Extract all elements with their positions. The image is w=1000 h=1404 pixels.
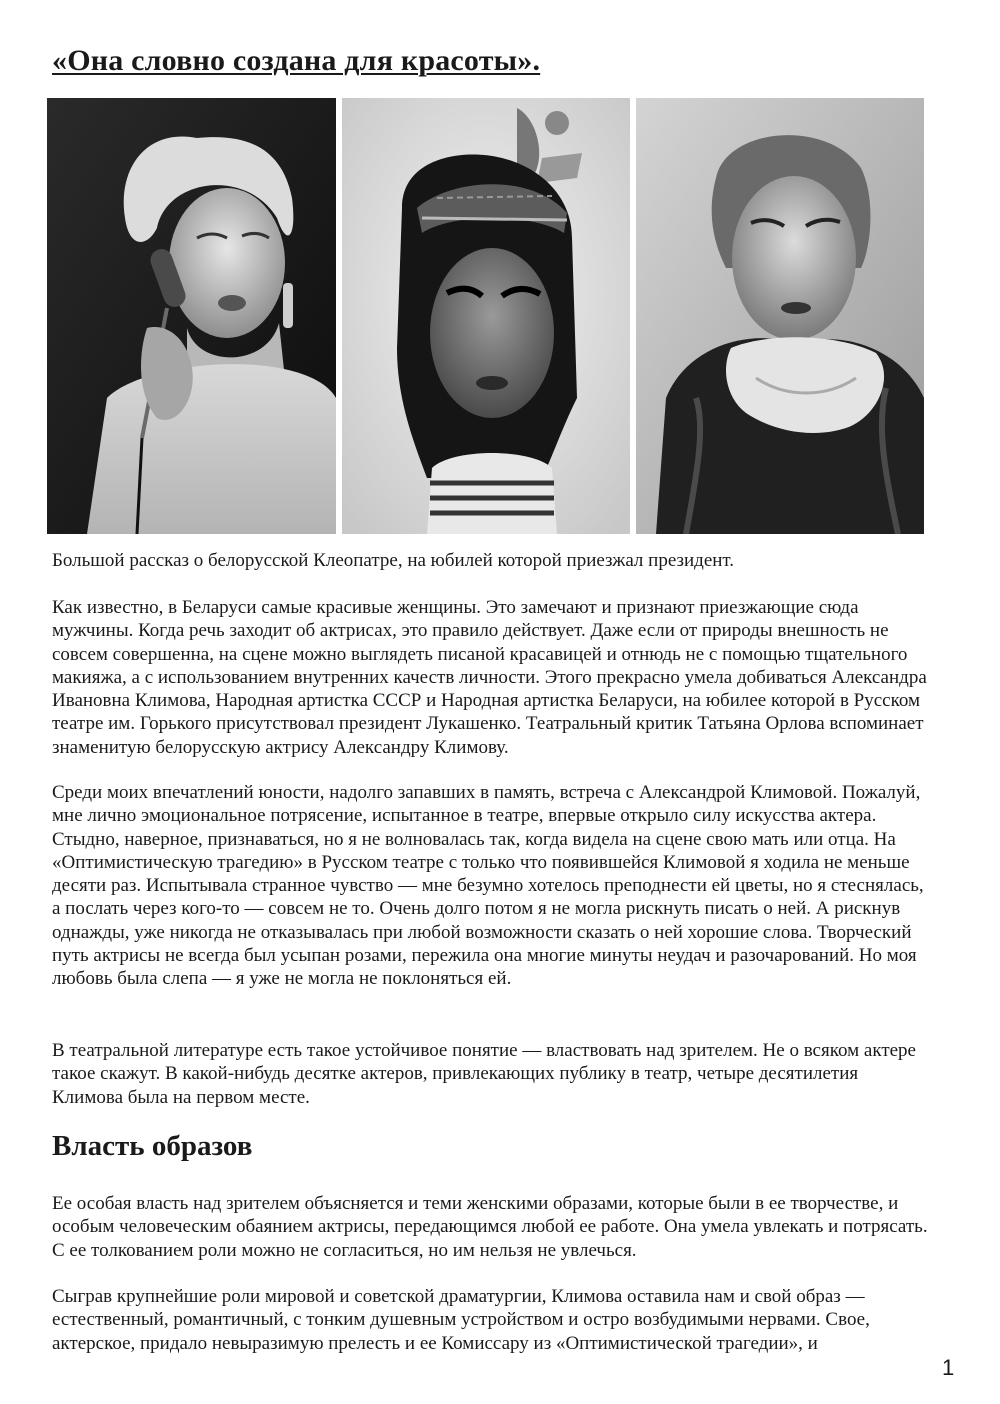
cleopatra-portrait-image	[342, 98, 630, 534]
section-paragraph: Сыграв крупнейшие роли мировой и советской драматургии, Климова оставила нам и свой образ — естественный, романтичный, с тонким душевным устройством и остро возбудимыми нервами. Свое, актерское, придало невыразимую прелесть и ее Комиссару из «Оптимистической трагедии», и	[52, 1286, 870, 1354]
body-paragraph: Как известно, в Беларуси самые красивые женщины. Это замечают и признают приезжающие сюда мужчины. Когда речь заходит об актрисах, это правило действует. Даже если от природы внешность не совсем совершенна, на сцене можно выглядеть писаной красавицей и отнюдь не с помощью тщательного макияжа, а с использованием внутренних качеств личности. Этого прекрасно умела добиваться Александра Ивановна Климова, Народная артистка СССР и Народная артистка Беларуси, на юбилее которой в Русском театре им. Горького присутствовал президент Лукашенко. Театральный критик Татьяна Орлова вспоминает знаменитую белорусскую актрису Александру Климову.	[52, 597, 927, 758]
actress-leather-coat-image	[636, 98, 924, 534]
section-paragraph: Ее особая власть над зрителем объясняется и теми женскими образами, которые были в ее творчестве, и особым человеческим обаянием актрисы, передающимся любой ее работе. Она умела увлекать и потрясать. С ее толкованием роли можно не согласиться, но им нельзя не увлечься.	[52, 1193, 928, 1261]
body-paragraph: В театральной литературе есть такое устойчивое понятие — властвовать над зрителем. Не о всяком актере такое скажут. В какой-нибудь десятке актеров, привлекающих публику в театр, четыре десятилетия Климова была на первом месте.	[52, 1040, 916, 1108]
singer-microphone-image	[47, 98, 336, 534]
photo-actress	[636, 98, 924, 534]
article-title: «Она словно создана для красоты».	[52, 44, 541, 77]
body-paragraph: Среди моих впечатлений юности, надолго запавших в память, встреча с Александрой Климовой. Пожалуй, мне лично эмоциональное потрясение, испытанное в театре, впервые открыло силу искусства актера. Стыдно, наверное, признаваться, но я не волновалась так, когда видела на сцене свою мать или отца. На «Оптимистическую трагедию» в Русском театре с только что появившейся Климовой я ходила не меньше десяти раз. Испытывала странное чувство — мне безумно хотелось преподнести ей цветы, но я стеснялась, а послать через кого-то — совсем не то. Очень долго потом я не могла рискнуть писать о ней. А рискнув однажды, уже никогда не отказывалась при любой возможности сказать о ней хорошие слова. Творческий путь актрисы не всегда был усыпан розами, пережила она многие минуты неудач и разочарований. Но моя любовь была слепа — я уже не могла не поклоняться ей.	[52, 782, 924, 990]
section-heading: Власть образов	[52, 1130, 253, 1162]
page-number: 1	[942, 1355, 955, 1380]
photo-singer	[47, 98, 336, 534]
lead-paragraph: Большой рассказ о белорусской Клеопатре, на юбилей которой приезжал президент.	[52, 550, 735, 571]
photo-cleopatra	[342, 98, 630, 534]
